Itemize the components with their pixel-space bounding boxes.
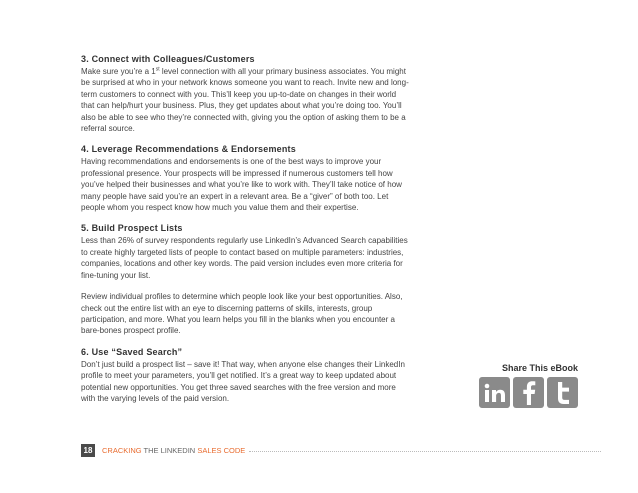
- paragraph-text: level connection with all your primary business associates. You might be surprised at who in your network knows someone you want to reach. Invite new and long-term customers to connect with you. This’ll keep you up-to-date on changes in their world that can help/hurt your business. Plus, they get updates about what you’re doing too. You’ll also be able to see who they’re connected with, giving you the option of asking them to be a referral source.: [81, 67, 409, 134]
- twitter-icon[interactable]: [547, 377, 578, 408]
- section-heading: 5. Build Prospect Lists: [81, 223, 183, 234]
- section-prospect-lists: [81, 223, 411, 336]
- brand-highlight: CRACKING: [102, 445, 142, 455]
- section-paragraph: Don’t just build a prospect list – save it! That way, when anyone else changes their LinkedIn profile to meet your parameters, you’ll get notified. It’s a great way to keep updated about potential new opportunities. You get three saved searches with the free version and more with the varying levels of the paid version.: [81, 359, 405, 403]
- section-saved-search: [81, 347, 411, 405]
- brand-highlight: SALES CODE: [197, 445, 246, 455]
- section-paragraph: Having recommendations and endorsements is one of the best ways to improve your professional presence. Your prospects will be impressed if numerous customers tell how you’ve helped their businesses and what you’re like to work with. They’ll take notice of how many people have said you’re an expert in a relevant area. Be a “giver” of both too. Let people whom you respect know how much you value them and their expertise.: [81, 157, 402, 213]
- superscript: st: [155, 66, 160, 73]
- footer-brand: [102, 446, 245, 455]
- section-heading: 3. Connect with Colleagues/Customers: [81, 54, 255, 64]
- section-connect: [81, 54, 411, 134]
- section-heading: 6. Use “Saved Search”: [81, 346, 183, 357]
- brand-text: THE LINKEDIN: [141, 445, 198, 455]
- section-paragraph: Less than 26% of survey respondents regularly use LinkedIn’s Advanced Search capabilities to create highly targeted lists of people to contact based on multiple parameters: industries, companies, locations and other key words. The paid version includes even more criteria for fine-tuning your list.: [81, 236, 408, 280]
- share-panel: [468, 363, 578, 408]
- share-title: Share This eBook: [501, 363, 578, 373]
- section-recommendations: [81, 144, 411, 213]
- main-content: [81, 54, 411, 414]
- page-footer: [81, 443, 601, 457]
- facebook-icon[interactable]: [513, 377, 544, 408]
- paragraph-text: Make sure you’re a 1: [81, 67, 156, 76]
- page-number: 18: [81, 444, 95, 457]
- section-heading: 4. Leverage Recommendations & Endorsements: [81, 144, 296, 155]
- share-icons: [468, 377, 578, 408]
- footer-divider: [249, 451, 601, 452]
- linkedin-icon[interactable]: [479, 377, 510, 408]
- section-paragraph: Review individual profiles to determine which people look like your best opportunities. Also, check out the entire list with an eye to discerning patterns of skills, interests, group participation, and more. What you learn helps you fill in the blanks when you encounter a bare-bones prospect profile.: [81, 292, 403, 336]
- section-paragraph: [81, 66, 411, 134]
